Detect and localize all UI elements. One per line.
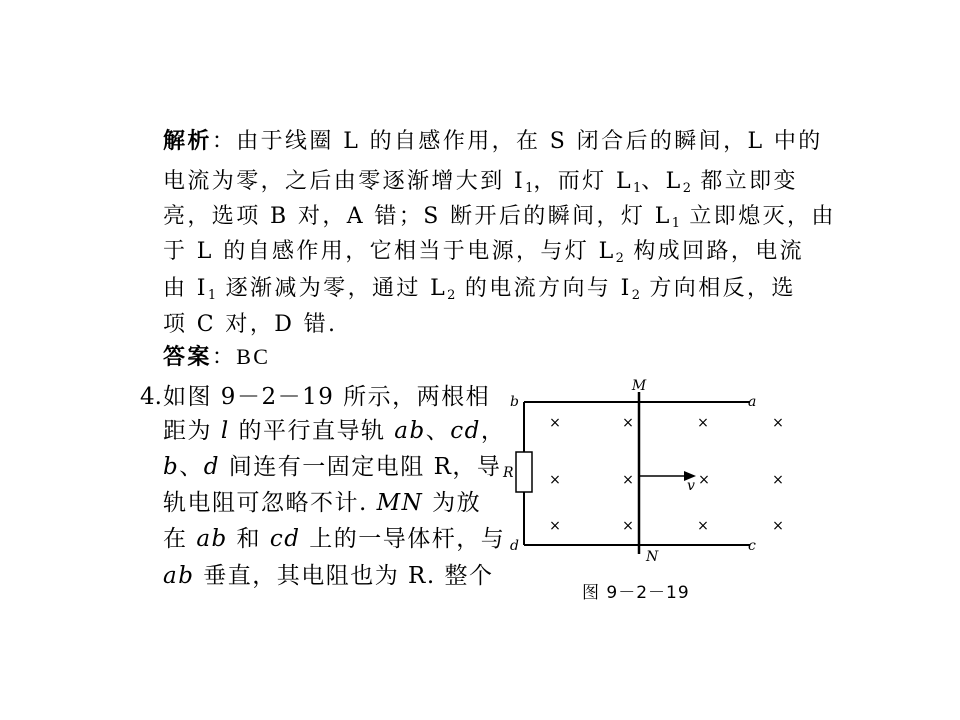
question-text: 如图 9－2－19 所示，两根相	[163, 384, 491, 410]
label-M: M	[631, 378, 647, 394]
field-cross: ×	[549, 415, 561, 431]
analysis-text: 项 C 对，D 错.	[163, 312, 338, 337]
question-text: 为放	[423, 490, 482, 516]
field-cross: ×	[622, 415, 634, 431]
field-cross: ×	[549, 518, 561, 534]
question-text: 间连有一固定电阻 R，导	[219, 454, 502, 480]
question-text: 轨电阻可忽略不计.	[163, 490, 377, 516]
question-line-3	[163, 452, 501, 482]
analysis-line-5	[163, 274, 796, 311]
analysis-text: 由 I	[163, 276, 208, 301]
analysis-colon: ：	[211, 129, 237, 154]
field-cross: ×	[772, 415, 784, 431]
question-text: 垂直，其电阻也为 R. 整个	[194, 563, 494, 589]
field-cross: ×	[698, 472, 710, 488]
resistor-R	[516, 452, 532, 492]
subscript: 1	[525, 181, 534, 196]
math-var: cd	[450, 418, 481, 444]
label-d: d	[510, 538, 519, 554]
answer-label: 答案	[163, 345, 212, 370]
question-number: 4.	[140, 384, 162, 410]
analysis-text: 逐渐减为零，通过 L	[216, 276, 448, 301]
analysis-text: 方向相反，选	[640, 276, 796, 301]
answer-colon: ：	[211, 345, 237, 370]
answer-line	[163, 342, 270, 373]
question-text: 的平行直导轨	[229, 418, 395, 444]
subscript: 2	[615, 251, 624, 266]
label-R: R	[503, 465, 514, 481]
analysis-label: 解析	[163, 129, 212, 154]
subscript: 2	[631, 288, 641, 303]
label-v: v	[687, 478, 695, 494]
question-text: 和	[227, 526, 270, 552]
field-cross: ×	[622, 472, 634, 488]
analysis-text: 、L	[641, 169, 683, 194]
question-text: 、	[425, 418, 451, 444]
analysis-text: 的电流方向与 I	[455, 276, 632, 301]
analysis-text: 亮，选项 B 对，A 错；S 断开后的瞬间，灯 L	[163, 204, 672, 229]
question-text: 、	[179, 454, 204, 480]
math-var: d	[203, 454, 220, 480]
field-cross: ×	[772, 518, 784, 534]
answer-value: BC	[236, 344, 271, 369]
analysis-text: 于 L 的自感作用，它相当于电源，与灯 L	[163, 239, 616, 264]
label-N: N	[646, 549, 659, 565]
subscript: 1	[632, 181, 642, 196]
question-text: 距为	[163, 418, 221, 444]
question-line-5	[163, 524, 505, 554]
circuit-diagram	[500, 372, 800, 572]
analysis-text: 电流为零，之后由零逐渐增大到 I	[163, 169, 526, 194]
analysis-line-3	[163, 202, 836, 239]
subscript: 1	[671, 216, 680, 231]
question-line-4	[163, 488, 481, 518]
field-cross: ×	[697, 518, 709, 534]
analysis-text: 构成回路，电流	[623, 239, 805, 264]
math-var: ab	[163, 563, 195, 589]
label-a: a	[748, 394, 757, 410]
question-text: 上的一导体杆，与	[300, 526, 506, 552]
math-var: MN	[376, 490, 424, 516]
figure-caption: 图 9－2－19	[582, 583, 690, 603]
label-b: b	[510, 394, 519, 410]
analysis-line-2	[163, 167, 798, 204]
math-var: ab	[394, 418, 426, 444]
analysis-text: ，而灯 L	[533, 169, 633, 194]
analysis-line-1	[163, 127, 823, 157]
subscript: 2	[682, 181, 691, 196]
math-var: ab	[196, 526, 228, 552]
analysis-text: 都立即变	[690, 169, 798, 194]
question-text: 在	[163, 526, 197, 552]
subscript: 1	[207, 288, 217, 303]
analysis-line-4	[163, 237, 804, 274]
math-var: l	[220, 418, 230, 444]
question-text: ，	[480, 418, 506, 444]
field-cross: ×	[697, 415, 709, 431]
analysis-text: 由于线圈 L 的自感作用，在 S 闭合后的瞬间，L 中的	[236, 129, 823, 154]
math-var: b	[163, 454, 180, 480]
subscript: 2	[447, 288, 456, 303]
question-line-1	[163, 382, 490, 412]
question-line-6	[163, 561, 494, 591]
field-cross: ×	[772, 472, 784, 488]
field-cross: ×	[549, 472, 561, 488]
field-cross: ×	[622, 518, 634, 534]
analysis-text: 立即熄灭，由	[679, 204, 836, 229]
analysis-line-6	[163, 310, 337, 340]
label-c: c	[748, 538, 756, 554]
math-var: cd	[269, 526, 301, 552]
question-line-2	[163, 416, 505, 446]
